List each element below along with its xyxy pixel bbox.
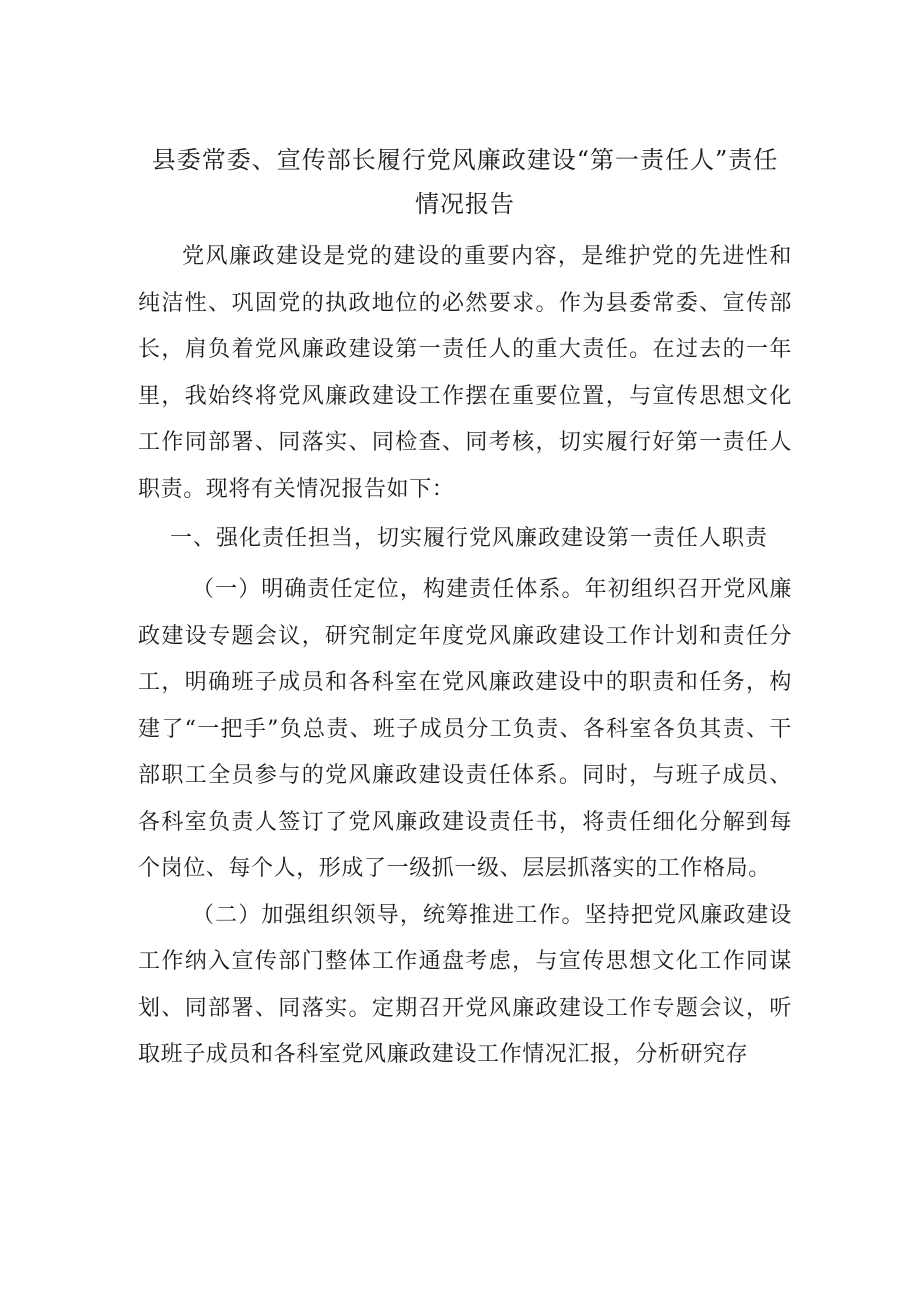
document-body: [138, 234, 792, 1079]
paragraph-1: （一）明确责任定位，构建责任体系。年初组织召开党风廉政建设专题会议，研究制定年度党风廉政建设工作计划和责任分工，明确班子成员和各科室在党风廉政建设中的职责和任务，构建了“一把手”负总责、班子成员分工负责、各科室各负其责、干部职工全员参与的党风廉政建设责任体系。同时，与班子成员、各科室负责人签订了党风廉政建设责任书，将责任细化分解到每个岗位、每个人，形成了一级抓一级、层层抓落实的工作格局。: [138, 577, 792, 881]
section-heading-1: 一、强化责任担当，切实履行党风廉政建设第一责任人职责: [170, 526, 769, 551]
title-line-2: 情况报告: [415, 190, 515, 218]
paragraph-2: （二）加强组织领导，统筹推进工作。坚持把党风廉政建设工作纳入宣传部门整体工作通盘考虑，与宣传思想文化工作同谋划、同部署、同落实。定期召开党风廉政建设工作专题会议，听取班子成员和各科室党风廉政建设工作情况汇报，分析研究存: [138, 902, 792, 1067]
title-line-1: 县委常委、宣传部长履行党风廉政建设“第一责任人”责任: [151, 146, 779, 174]
document-title: [138, 138, 792, 226]
intro-paragraph: 党风廉政建设是党的建设的重要内容，是维护党的先进性和纯洁性、巩固党的执政地位的必然要求。作为县委常委、宣传部长，肩负着党风廉政建设第一责任人的重大责任。在过去的一年里，我始终将党风廉政建设工作摆在重要位置，与宣传思想文化工作同部署、同落实、同检查、同考核，切实履行好第一责任人职责。现将有关情况报告如下：: [138, 244, 792, 502]
